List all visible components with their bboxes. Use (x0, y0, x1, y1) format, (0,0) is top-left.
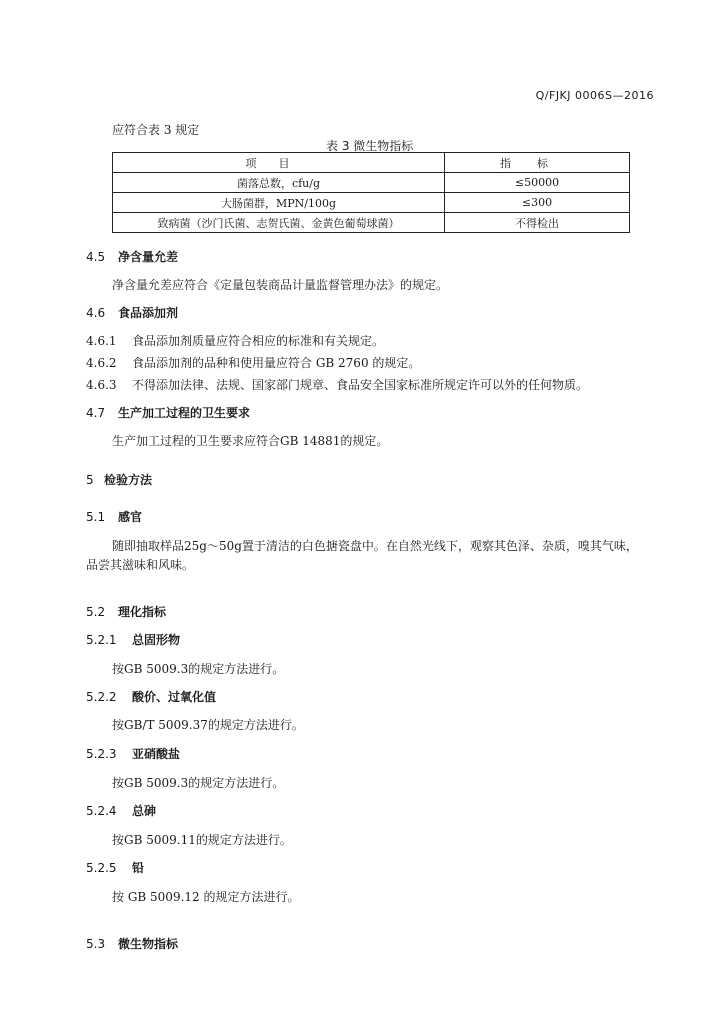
section-4-7-text: 生产加工过程的卫生要求应符合GB 14881的规定。 (112, 434, 389, 448)
document-code: Q/FJKJ 0006S—2016 (535, 89, 654, 102)
column-header-index: 指标 (445, 153, 630, 173)
section-title: 亚硝酸盐 (132, 747, 181, 761)
section-title: 净含量允差 (118, 250, 179, 264)
section-5-2-4-text: 按GB 5009.11的规定方法进行。 (112, 833, 292, 847)
section-5-2-5-heading (86, 859, 144, 876)
clause-4-6-1 (86, 332, 384, 349)
section-4-5-text: 净含量允差应符合《定量包装商品计量监督管理办法》的规定。 (112, 278, 449, 292)
clause-4-6-3 (86, 376, 588, 393)
section-5-1-text-line2: 品尝其滋味和风味。 (86, 558, 195, 572)
section-number: 5.2 (86, 605, 106, 619)
clause-text: 食品添加剂质量应符合相应的标准和有关规定。 (132, 334, 385, 348)
clause-text: 不得添加法律、法规、国家部门规章、食品安全国家标准所规定许可以外的任何物质。 (132, 378, 589, 392)
section-4-5-heading (86, 248, 178, 265)
section-5-2-2-text: 按GB/T 5009.37的规定方法进行。 (112, 718, 304, 732)
section-title: 铅 (132, 861, 145, 875)
section-title: 理化指标 (118, 605, 167, 619)
table-caption: 表 3 微生物指标 (326, 139, 414, 153)
cell-value: ≤300 (445, 193, 630, 213)
section-4-6-heading (86, 304, 178, 321)
section-number: 4.6 (86, 306, 106, 320)
clause-number: 4.6.1 (86, 334, 117, 348)
section-number: 4.5 (86, 250, 106, 264)
table-header-row (113, 153, 630, 173)
clause-4-6-2 (86, 354, 420, 371)
clause-text: 食品添加剂的品种和使用量应符合 GB 2760 的规定。 (132, 356, 421, 370)
section-5-2-4-heading (86, 802, 156, 819)
table-row (113, 193, 630, 213)
section-5-2-3-heading (86, 745, 180, 762)
table-row (113, 213, 630, 233)
section-5-2-heading (86, 603, 166, 620)
section-title: 微生物指标 (118, 937, 179, 951)
section-5-2-3-text: 按GB 5009.3的规定方法进行。 (112, 776, 285, 790)
cell-value: 不得检出 (445, 213, 630, 233)
table-row (113, 173, 630, 193)
section-title: 食品添加剂 (118, 306, 179, 320)
intro-line: 应符合表 3 规定 (112, 123, 200, 137)
section-number: 5.2.4 (86, 804, 117, 818)
column-header-item: 项目 (113, 153, 445, 173)
section-number: 5.2.2 (86, 690, 117, 704)
section-title: 总固形物 (132, 633, 181, 647)
clause-number: 4.6.3 (86, 378, 117, 392)
clause-number: 4.6.2 (86, 356, 117, 370)
cell-item: 大肠菌群，MPN/100g (113, 193, 445, 213)
section-5-1-heading (86, 508, 142, 525)
section-5-3-heading (86, 935, 178, 952)
section-5-1-text-line1: 随即抽取样品25g～50g置于清洁的白色搪瓷盘中。在自然光线下，观察其色泽、杂质，嗅其气味， (112, 539, 638, 553)
cell-item: 菌落总数，cfu/g (113, 173, 445, 193)
section-number: 5 (86, 473, 94, 487)
section-number: 4.7 (86, 406, 106, 420)
section-title: 酸价、过氧化值 (132, 690, 217, 704)
microbial-index-table (112, 152, 630, 233)
cell-value: ≤50000 (445, 173, 630, 193)
section-5-2-2-heading (86, 688, 216, 705)
section-5-2-5-text: 按 GB 5009.12 的规定方法进行。 (112, 890, 300, 904)
section-title: 感官 (118, 510, 143, 524)
section-5-2-1-heading (86, 631, 180, 648)
section-title: 总砷 (132, 804, 157, 818)
section-number: 5.3 (86, 937, 106, 951)
section-5-heading (86, 471, 152, 488)
section-4-7-heading (86, 404, 250, 421)
section-5-2-1-text: 按GB 5009.3的规定方法进行。 (112, 662, 285, 676)
section-number: 5.2.5 (86, 861, 117, 875)
section-title: 生产加工过程的卫生要求 (118, 406, 251, 420)
section-number: 5.2.1 (86, 633, 117, 647)
cell-item: 致病菌（沙门氏菌、志贺氏菌、金黄色葡萄球菌） (113, 213, 445, 233)
section-number: 5.2.3 (86, 747, 117, 761)
section-number: 5.1 (86, 510, 106, 524)
section-title: 检验方法 (104, 473, 153, 487)
